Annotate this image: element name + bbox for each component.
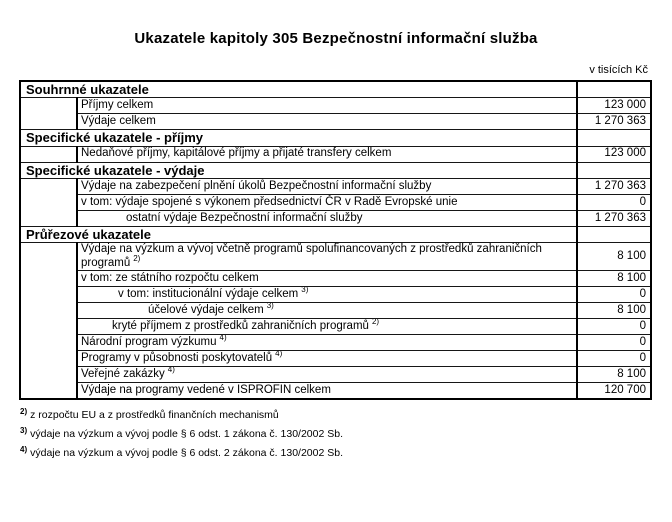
section-title: Průřezové ukazatele bbox=[20, 226, 577, 242]
row-label bbox=[77, 146, 577, 162]
row-label-text: Příjmy celkem bbox=[81, 99, 154, 112]
footnote-reference: 4) bbox=[219, 334, 227, 343]
footnote-marker: 2) bbox=[20, 406, 28, 416]
unit-label: v tisících Kč bbox=[589, 64, 648, 76]
footnote-reference: 2) bbox=[371, 318, 380, 327]
table-row bbox=[20, 319, 651, 335]
row-value: 120 700 bbox=[577, 383, 651, 400]
footnote-reference: 3) bbox=[301, 286, 309, 295]
indicators-table-body bbox=[20, 81, 651, 399]
table-row bbox=[20, 178, 651, 194]
footnote-text: z rozpočtu EU a z prostředků finančních mechanismů bbox=[30, 409, 279, 421]
row-label bbox=[77, 194, 577, 210]
row-label bbox=[77, 367, 577, 383]
section-title: Specifické ukazatele - příjmy bbox=[20, 130, 577, 146]
row-label-text: Národní program výzkumu bbox=[81, 336, 217, 349]
table-row bbox=[20, 194, 651, 210]
row-label bbox=[77, 319, 577, 335]
footnote-text: výdaje na výzkum a vývoj podle § 6 odst. 2 zákona č. 130/2002 Sb. bbox=[30, 447, 343, 459]
row-value: 8 100 bbox=[577, 367, 651, 383]
row-label bbox=[77, 271, 577, 287]
gutter-cell bbox=[20, 98, 77, 130]
row-value: 8 100 bbox=[577, 271, 651, 287]
row-value: 8 100 bbox=[577, 303, 651, 319]
section-row bbox=[20, 226, 651, 242]
row-label-text: Výdaje na zabezpečení plnění úkolů Bezpečnostní informační služby bbox=[81, 179, 432, 192]
gutter-cell bbox=[20, 178, 77, 226]
row-label bbox=[77, 287, 577, 303]
row-value: 123 000 bbox=[577, 146, 651, 162]
footnote-reference: 4) bbox=[167, 366, 175, 375]
row-value: 0 bbox=[577, 194, 651, 210]
row-label-text: účelové výdaje celkem bbox=[148, 304, 264, 317]
row-label bbox=[77, 383, 577, 400]
table-row bbox=[20, 351, 651, 367]
footnote bbox=[20, 444, 343, 459]
row-label bbox=[77, 243, 577, 271]
table-row bbox=[20, 287, 651, 303]
table-row bbox=[20, 303, 651, 319]
section-row bbox=[20, 130, 651, 146]
table-row bbox=[20, 271, 651, 287]
row-label bbox=[77, 98, 577, 114]
section-row bbox=[20, 162, 651, 178]
gutter-cell bbox=[20, 146, 77, 162]
table-row bbox=[20, 243, 651, 271]
table-row bbox=[20, 146, 651, 162]
row-label-text: Nedaňové příjmy, kapitálové příjmy a přijaté transfery celkem bbox=[81, 147, 392, 160]
table-row bbox=[20, 383, 651, 400]
footnote-marker: 4) bbox=[20, 444, 28, 454]
row-label bbox=[77, 303, 577, 319]
footnote-reference: 4) bbox=[275, 350, 283, 359]
row-value: 0 bbox=[577, 287, 651, 303]
row-label-text: Programy v působnosti poskytovatelů bbox=[81, 352, 273, 365]
row-value: 0 bbox=[577, 335, 651, 351]
row-label bbox=[77, 114, 577, 130]
row-label-text: v tom: výdaje spojené s výkonem předsednictví ČR v Radě Evropské unie bbox=[81, 195, 458, 208]
row-value: 1 270 363 bbox=[577, 114, 651, 130]
row-label-text: Výdaje celkem bbox=[81, 115, 156, 128]
row-value: 1 270 363 bbox=[577, 178, 651, 194]
row-value: 0 bbox=[577, 351, 651, 367]
row-value bbox=[577, 81, 651, 98]
table-row bbox=[20, 367, 651, 383]
table-row bbox=[20, 114, 651, 130]
table-row bbox=[20, 98, 651, 114]
row-label-text: kryté příjmem z prostředků zahraničních programů bbox=[112, 320, 369, 333]
row-label bbox=[77, 335, 577, 351]
row-value bbox=[577, 226, 651, 242]
table-row bbox=[20, 210, 651, 226]
footnote-marker: 3) bbox=[20, 425, 28, 435]
row-value: 123 000 bbox=[577, 98, 651, 114]
row-label-text: v tom: ze státního rozpočtu celkem bbox=[81, 272, 259, 285]
footnote-reference: 3) bbox=[266, 302, 274, 311]
row-value bbox=[577, 162, 651, 178]
table-row bbox=[20, 335, 651, 351]
section-title: Specifické ukazatele - výdaje bbox=[20, 162, 577, 178]
row-label-text: Výdaje na výzkum a vývoj včetně programů spolufinancovaných z prostředků zahraničních programů bbox=[81, 243, 542, 269]
indicators-table bbox=[19, 80, 652, 400]
row-value: 1 270 363 bbox=[577, 210, 651, 226]
row-value: 8 100 bbox=[577, 243, 651, 271]
footnote-reference: 2) bbox=[133, 254, 141, 264]
row-label-text: v tom: institucionální výdaje celkem bbox=[118, 288, 299, 301]
page-title: Ukazatele kapitoly 305 Bezpečnostní informační služba bbox=[134, 30, 538, 47]
row-label bbox=[77, 351, 577, 367]
row-label-text: ostatní výdaje Bezpečnostní informační služby bbox=[126, 211, 363, 224]
row-label bbox=[77, 178, 577, 194]
row-label-text: Veřejné zakázky bbox=[81, 368, 165, 381]
row-value bbox=[577, 130, 651, 146]
footnote-text: výdaje na výzkum a vývoj podle § 6 odst. 1 zákona č. 130/2002 Sb. bbox=[30, 428, 343, 440]
section-title: Souhrnné ukazatele bbox=[20, 81, 577, 98]
footnote bbox=[20, 425, 343, 440]
gutter-cell bbox=[20, 243, 77, 400]
row-label bbox=[77, 210, 577, 226]
row-value: 0 bbox=[577, 319, 651, 335]
row-label-text: Výdaje na programy vedené v ISPROFIN celkem bbox=[81, 384, 331, 397]
section-row bbox=[20, 81, 651, 98]
footnote bbox=[20, 406, 343, 421]
footnotes bbox=[20, 406, 343, 466]
